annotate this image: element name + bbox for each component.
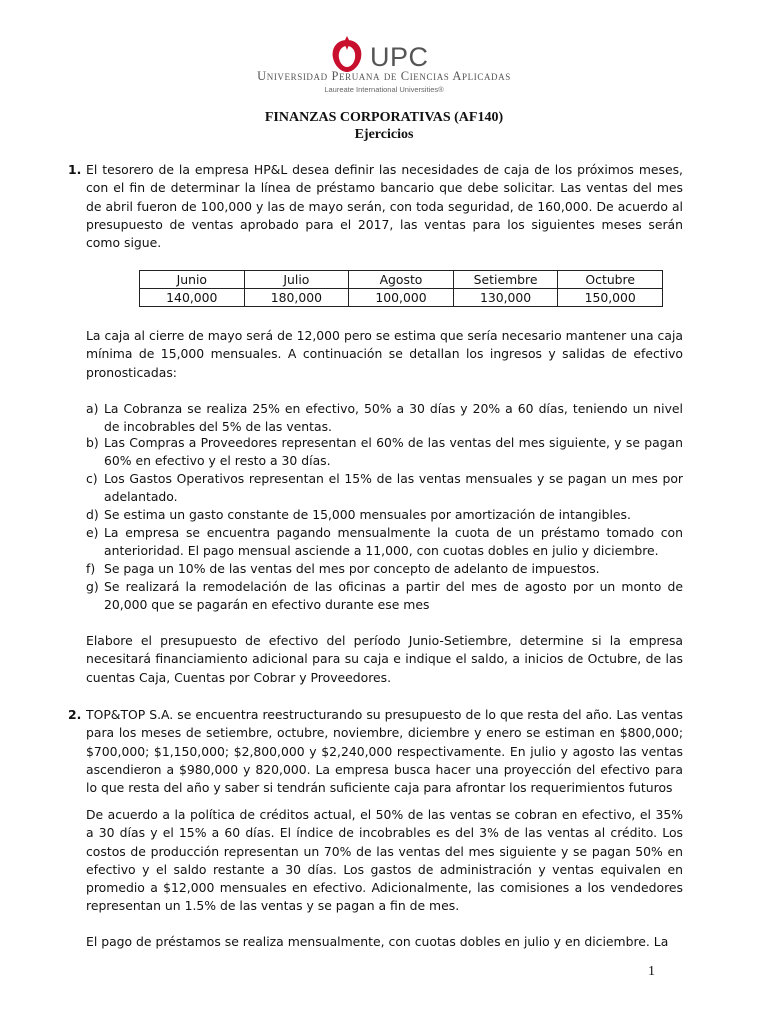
page-number: 1 (648, 964, 655, 979)
list-item-label: f) (86, 561, 96, 576)
list-item (86, 470, 683, 507)
list-item (86, 506, 683, 524)
table-row (140, 289, 663, 307)
course-title: FINANZAS CORPORATIVAS (AF140) (264, 110, 504, 125)
exercise-2-intro: TOP&TOP S.A. se encuentra reestructurando su presupuesto de lo que resta del año. Las ventas para los meses de setiembre, octubre, noviembre, diciembre y enero se estiman en $800,000; $700,000; $1,150,000; $2,800,000 y $2,240,000 respectivamente. En julio y agosto las ventas ascendieron a $980,000 y 820,000. La empresa busca hacer una proyección del efectivo para lo que resta del año y saber si tendrán suficiente caja para afrontar los requerimientos futuros (86, 707, 683, 796)
list-item-text: Se realizará la remodelación de las oficinas a partir del mes de agosto por un monto de 20,000 que se pagarán en efectivo durante ese mes (104, 579, 683, 613)
list-item (86, 400, 683, 437)
list-item (86, 524, 683, 561)
exercise-1-intro: El tesorero de la empresa HP&L desea definir las necesidades de caja de los próximos meses, con el fin de determinar la línea de préstamo bancario que debe solicitar. Las ventas del mes de abril fueron de 100,000 y las de mayo serán, con toda seguridad, de 160,000. De acuerdo al presupuesto de ventas aprobado para el 2017, las ventas para los siguientes meses serán como sigue. (86, 162, 683, 251)
list-item-label: e) (86, 525, 99, 540)
table-header-cell: Agosto (349, 271, 454, 289)
table-cell: 140,000 (140, 289, 245, 307)
exercise-1-cash-paragraph: La caja al cierre de mayo será de 12,000 pero se estima que sería necesario mantener una caja mínima de 15,000 mensuales. A continuación se detallan los ingresos y salidas de efectivo pronosticadas: (86, 328, 683, 380)
table-cell: 180,000 (244, 289, 349, 307)
sales-table (139, 270, 663, 307)
document-title (0, 109, 768, 143)
network-name: Laureate International Universities® (324, 85, 444, 94)
list-item-text: La Cobranza se realiza 25% en efectivo, 50% a 30 días y 20% a 60 días, teniendo un nivel de incobrables del 5% de las ventas. (104, 401, 683, 435)
list-item-text: La empresa se encuentra pagando mensualmente la cuota de un préstamo tomado con anterioridad. El pago mensual asciende a 11,000, con cuotas dobles en julio y diciembre. (104, 525, 683, 559)
table-header-cell: Junio (140, 271, 245, 289)
list-item-label: d) (86, 507, 99, 522)
table-cell: 150,000 (558, 289, 663, 307)
logo-text: UPC (370, 42, 429, 72)
list-item-label: b) (86, 435, 99, 450)
list-item-text: Se paga un 10% de las ventas del mes por concepto de adelanto de impuestos. (104, 561, 600, 576)
table-header-cell: Julio (244, 271, 349, 289)
table-cell: 100,000 (349, 289, 454, 307)
exercise-2-policy: De acuerdo a la política de créditos actual, el 50% de las ventas se cobran en efectivo, el 35% a 30 días y el 15% a 60 días. El índice de incobrables es del 3% de las ventas al crédito. Los costos de producción representan un 70% de las ventas del mes siguiente y se pagan 50% en efectivo y el saldo restante a 30 días. Los gastos de administración y ventas equivalen en promedio a $12,000 mensuales en efectivo. Adicionalmente, las comisiones a los vendedores representan un 1.5% de las ventas y se pagan a fin de mes. (86, 807, 683, 914)
list-item-text: Los Gastos Operativos representan el 15% de las ventas mensuales y se pagan un mes por adelantado. (104, 471, 683, 505)
exercise-2-loan: El pago de préstamos se realiza mensualmente, con cuotas dobles en julio y en diciembre. La (86, 934, 669, 949)
list-item (86, 560, 683, 578)
list-item-label: g) (86, 579, 99, 594)
exercise-1-number: 1. (68, 162, 82, 177)
exercise-2-number: 2. (68, 707, 82, 722)
list-item-text: Las Compras a Proveedores representan el 60% de las ventas del mes siguiente, y se pagan 60% en efectivo y el resto a 30 días. (104, 435, 683, 469)
section-subtitle: Ejercicios (354, 127, 414, 142)
list-item-text: Se estima un gasto constante de 15,000 mensuales por amortización de intangibles. (104, 507, 631, 522)
exercise-1-task: Elabore el presupuesto de efectivo del período Junio-Setiembre, determine si la empresa necesitará financiamiento adicional para su caja e indique el saldo, a inicios de Octubre, de las cuentas Caja, Cuentas por Cobrar y Proveedores. (86, 633, 683, 685)
list-item (86, 434, 683, 471)
list-item (86, 578, 683, 615)
table-header-row (140, 271, 663, 289)
list-item-label: c) (86, 471, 98, 486)
table-header-cell: Octubre (558, 271, 663, 289)
table-cell: 130,000 (453, 289, 558, 307)
university-name: Universidad Peruana de Ciencias Aplicadas (257, 69, 511, 83)
table-header-cell: Setiembre (453, 271, 558, 289)
list-item-label: a) (86, 401, 99, 416)
